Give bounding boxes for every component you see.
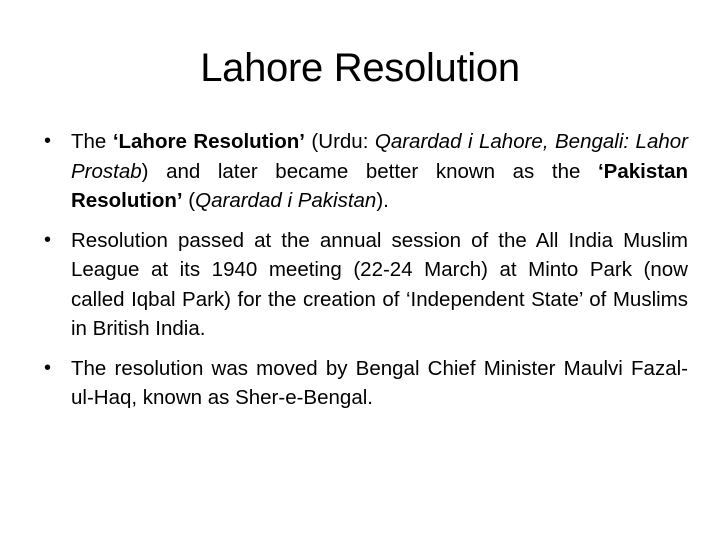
bullet-1-text-c: ) and later became better known as the <box>141 159 598 183</box>
bullet-2-text: Resolution passed at the annual session of the All India Muslim League at its 1940 meeting (22-24 March) at Minto Park (now called Iqbal Park) for the creation of ‘Independent State’ of Muslims in British India. <box>71 228 688 340</box>
bullet-1-text-b: (Urdu: <box>304 130 375 153</box>
urdu-bengali-names: Qarardad i Lahore, Bengali: Lahor Prostab <box>71 130 688 183</box>
slide-title: Lahore Resolution <box>200 46 520 90</box>
bullet-1-text-a: The <box>71 130 113 153</box>
bullet-1-text-e: ). <box>376 189 389 212</box>
bullet-item-3 <box>44 354 688 413</box>
bullet-item-2 <box>44 226 688 344</box>
bullet-3-text: The resolution was moved by Bengal Chief Minister Maulvi Fazal-ul-Haq, known as Sher-e-Bengal. <box>71 356 688 409</box>
lahore-resolution-term: ‘Lahore Resolution’ <box>112 130 305 153</box>
bullet-list <box>44 127 688 423</box>
bullet-1-text-d: ( <box>182 189 196 212</box>
pakistan-resolution-term: ‘Pakistan Resolution’ <box>71 159 688 212</box>
bullet-item-1 <box>44 127 688 216</box>
qarardad-i-pakistan: Qarardad i Pakistan <box>195 189 377 212</box>
